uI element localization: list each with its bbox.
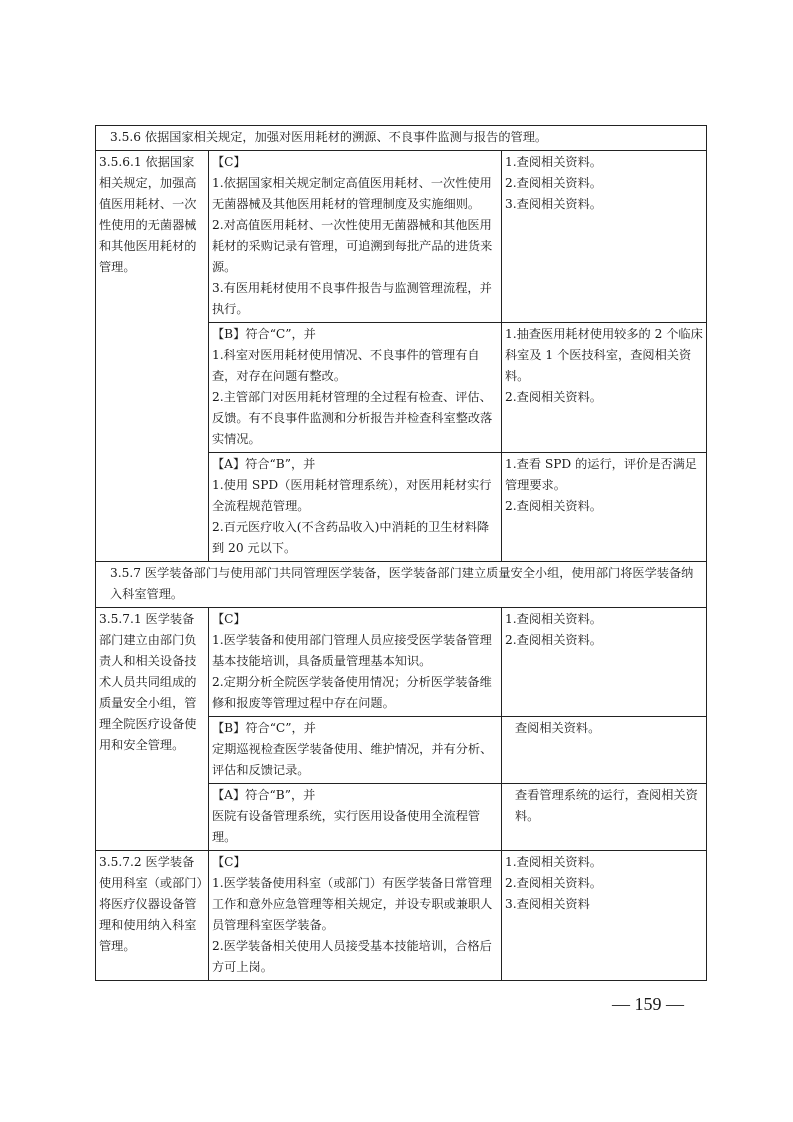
criterion: 1.科室对医用耗材使用情况、不良事件的管理有自查，对存在问题有整改。 [212,348,480,383]
grade-label: 【B】符合“C”，并 [212,327,316,341]
criterion: 医院有设备管理系统，实行医用设备使用全流程管理。 [212,809,481,844]
page-number: — 159 — [612,994,684,1014]
grade-criteria-c [209,608,502,717]
grade-criteria-b [209,717,502,784]
method: 3.查阅相关资料。 [505,197,602,211]
grade-row [96,151,707,323]
method: 1.抽查医用耗材使用较多的 2 个临床科室及 1 个医技科室，查阅相关资料。 [505,327,703,383]
assessment-methods [502,784,707,851]
item-title: 3.5.7.2 医学装备使用科室（或部门）将医疗仪器设备管理和使用纳入科室管理。 [96,851,209,981]
criterion: 2.百元医疗收入(不含药品收入)中消耗的卫生材料降到 20 元以下。 [212,520,490,555]
method: 1.查阅相关资料。 [505,612,602,626]
grade-criteria-a [209,453,502,562]
criterion: 2.医学装备相关使用人员接受基本技能培训，合格后方可上岗。 [212,939,492,974]
grade-label: 【A】符合“B”，并 [212,457,316,471]
standards-table [95,125,707,981]
method: 查看管理系统的运行，查阅相关资料。 [515,788,698,823]
criterion: 定期巡视检查医学装备使用、维护情况，并有分析、评估和反馈记录。 [212,742,493,777]
criterion: 2.主管部门对医用耗材管理的全过程有检查、评估、反馈。有不良事件监测和分析报告并检查科室整改落实情况。 [212,390,493,446]
item-title: 3.5.6.1 依据国家相关规定，加强高值医用耗材、一次性使用的无菌器械和其他医用耗材的管理。 [96,151,209,562]
method: 1.查阅相关资料。 [505,855,602,869]
assessment-methods [502,453,707,562]
section-heading: 3.5.7 医学装备部门与使用部门共同管理医学装备，医学装备部门建立质量安全小组，使用部门将医学装备纳入科室管理。 [96,562,707,608]
criterion: 1.依据国家相关规定制定高值医用耗材、一次性使用无菌器械及其他医用耗材的管理制度及实施细则。 [212,176,492,211]
criterion: 1.医学装备使用科室（或部门）有医学装备日常管理工作和意外应急管理等相关规定，并设专职或兼职人员管理科室医学装备。 [212,876,493,932]
grade-criteria-b [209,323,502,453]
method: 2.查阅相关资料。 [505,633,602,647]
method: 1.查看 SPD 的运行，评价是否满足管理要求。 [505,457,697,492]
assessment-methods [502,851,707,981]
method: 3.查阅相关资料 [505,897,590,911]
assessment-methods [502,151,707,323]
grade-label: 【A】符合“B”，并 [212,788,316,802]
criterion: 1.使用 SPD（医用耗材管理系统），对医用耗材实行全流程规范管理。 [212,478,492,513]
criterion: 3.有医用耗材使用不良事件报告与监测管理流程，并执行。 [212,281,492,316]
method: 2.查阅相关资料。 [505,876,602,890]
assessment-methods [502,608,707,717]
grade-label: 【C】 [212,155,246,169]
grade-row [96,608,707,717]
grade-label: 【C】 [212,612,246,626]
grade-label: 【C】 [212,855,246,869]
method: 查阅相关资料。 [515,721,601,735]
assessment-methods [502,323,707,453]
grade-label: 【B】符合“C”，并 [212,721,316,735]
criterion: 2.定期分析全院医学装备使用情况；分析医学装备维修和报废等管理过程中存在问题。 [212,675,492,710]
criterion: 1.医学装备和使用部门管理人员应接受医学装备管理基本技能培训，具备质量管理基本知识。 [212,633,492,668]
method: 2.查阅相关资料。 [505,176,602,190]
grade-criteria-a [209,784,502,851]
grade-criteria-c [209,151,502,323]
criterion: 2.对高值医用耗材、一次性使用无菌器械和其他医用耗材的采购记录有管理，可追溯到每批产品的进货来源。 [212,218,493,274]
grade-criteria-c [209,851,502,981]
method: 1.查阅相关资料。 [505,155,602,169]
grade-row [96,851,707,981]
section-heading: 3.5.6 依据国家相关规定，加强对医用耗材的溯源、不良事件监测与报告的管理。 [96,126,707,151]
method: 2.查阅相关资料。 [505,390,602,404]
method: 2.查阅相关资料。 [505,499,602,513]
assessment-methods [502,717,707,784]
item-title: 3.5.7.1 医学装备部门建立由部门负责人和相关设备技术人员共同组成的质量安全小组，管理全院医疗设备使用和安全管理。 [96,608,209,851]
section-heading-row [96,126,707,151]
section-heading-row [96,562,707,608]
